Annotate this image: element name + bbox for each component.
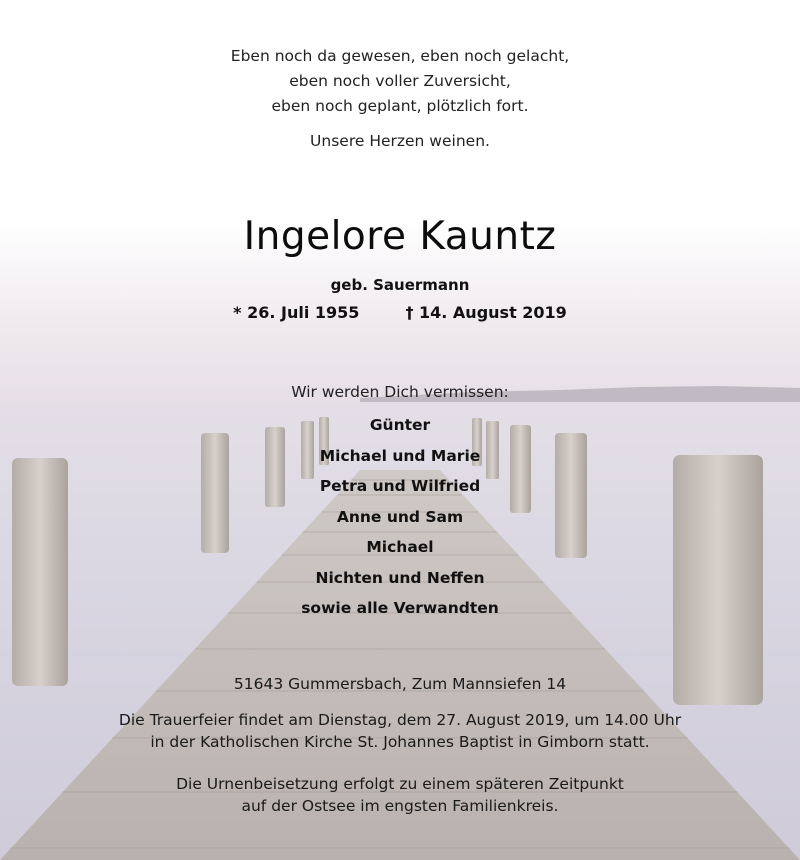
mourner-name: Petra und Wilfried [319, 477, 481, 495]
mourner-name: sowie alle Verwandten [301, 599, 499, 617]
urn-line: Die Urnenbeisetzung erfolgt zu einem späteren Zeitpunkt [176, 775, 624, 793]
service-line: in der Katholischen Kirche St. Johannes Baptist in Gimborn statt. [150, 733, 650, 751]
mourners-intro: Wir werden Dich vermissen: [291, 383, 509, 401]
mourners-list [0, 410, 800, 624]
mourner-name: Nichten und Neffen [315, 568, 485, 587]
mourner-name: Anne und Sam [336, 507, 464, 526]
mourning-address: 51643 Gummersbach, Zum Mannsiefen 14 [233, 675, 567, 693]
poem-line: Eben noch da gewesen, eben noch gelacht, [230, 47, 570, 65]
birth-name: geb. Sauermann [330, 276, 470, 294]
mourner-name: Michael [366, 538, 434, 556]
urn-burial-info [0, 773, 800, 817]
life-dates [0, 303, 800, 322]
service-line: Die Trauerfeier findet am Dienstag, dem 27. August 2019, um 14.00 Uhr [118, 711, 682, 729]
death-date: † 14. August 2019 [405, 303, 567, 322]
poem-line: eben noch voller Zuversicht, [289, 72, 511, 90]
poem-line: eben noch geplant, plötzlich fort. [271, 97, 529, 115]
funeral-service-info [0, 709, 800, 753]
mourner-name: Michael und Marie [319, 446, 481, 465]
mourner-name: Günter [369, 416, 431, 434]
deceased-name: Ingelore Kauntz [243, 214, 557, 259]
urn-line: auf der Ostsee im engsten Familienkreis. [241, 797, 559, 815]
poem-closing: Unsere Herzen weinen. [310, 132, 490, 150]
birth-date: * 26. Juli 1955 [233, 303, 360, 322]
memorial-poem [0, 44, 800, 119]
